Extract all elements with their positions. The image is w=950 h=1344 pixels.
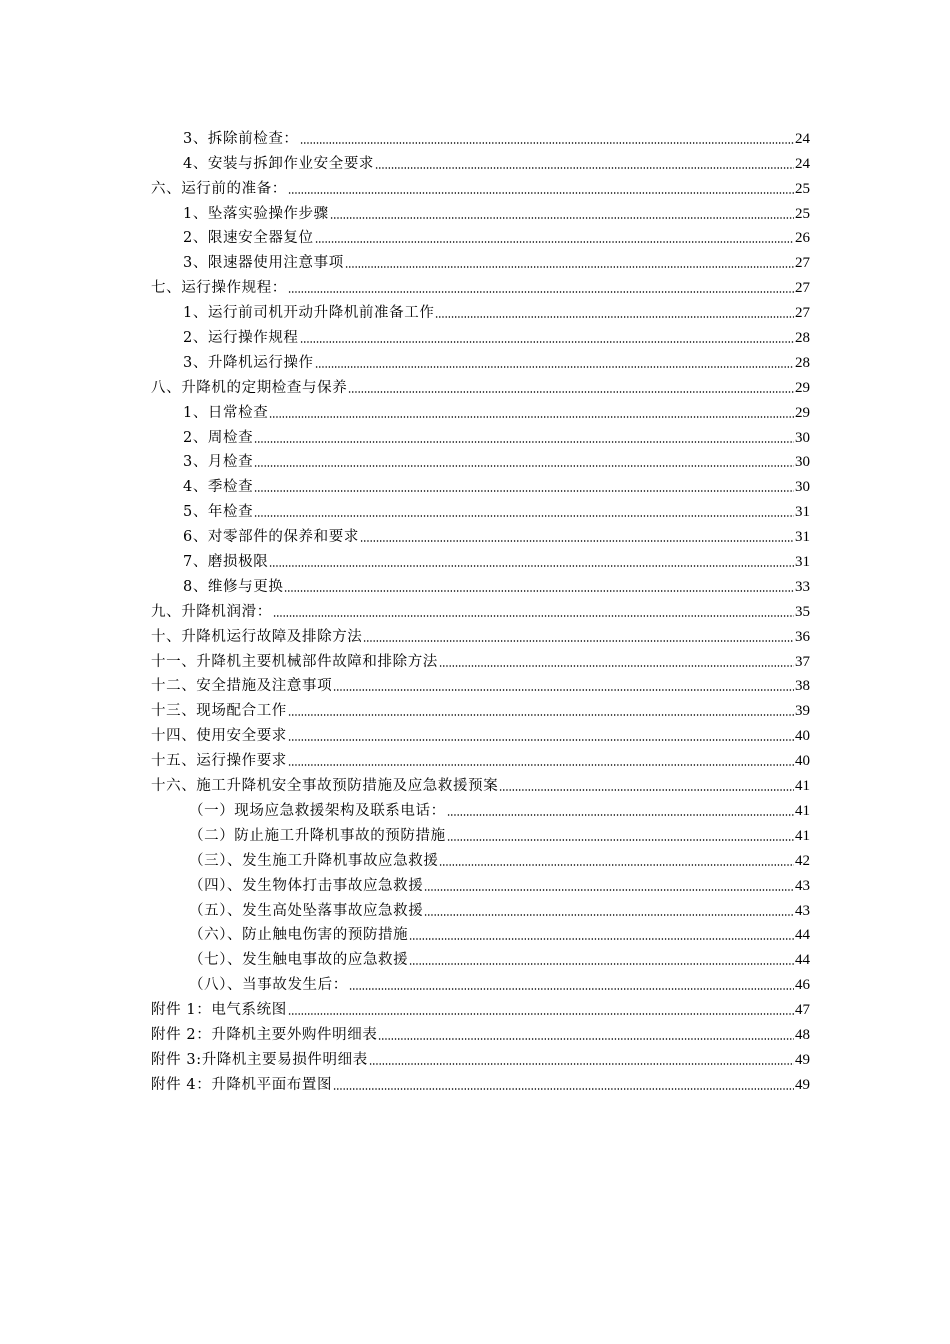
toc-entry-page-number: 46 [795,977,810,994]
toc-entry-title: 八、升降机的定期检查与保养 [151,379,348,396]
toc-entry[interactable] [151,472,810,497]
dot-leader [345,266,794,268]
toc-entry-page-number: 29 [795,379,810,396]
toc-entry-title: 附件 1：电气系统图 [151,1002,287,1019]
toc-entry-page-number: 30 [795,429,810,446]
toc-entry[interactable] [151,174,810,199]
toc-entry-page-number: 41 [795,827,810,844]
toc-entry-title: 3、升降机运行操作 [183,354,314,371]
toc-entry-title: 8、维修与更换 [183,578,284,595]
toc-entry-title: 4、季检查 [183,479,254,496]
toc-entry[interactable] [151,199,810,224]
toc-entry-page-number: 29 [795,404,810,421]
dot-leader [409,963,794,965]
toc-entry-title: （七）、发生触电事故的应急救援 [189,952,409,969]
dot-leader [348,391,794,393]
toc-entry-title: 6、对零部件的保养和要求 [183,529,359,546]
dot-leader [300,341,794,343]
toc-entry-title: 六、运行前的准备： [151,180,287,197]
toc-entry-title: 4、安装与拆卸作业安全要求 [183,155,375,172]
toc-entry-page-number: 41 [795,778,810,795]
toc-entry-page-number: 38 [795,678,810,695]
toc-entry-title: （八）、当事故发生后： [189,977,348,994]
toc-entry-title: 1、坠落实验操作步骤 [183,205,329,222]
toc-entry[interactable] [151,995,810,1020]
toc-entry[interactable] [151,796,810,821]
dot-leader [349,988,794,990]
toc-entry[interactable] [151,224,810,249]
toc-entry-page-number: 43 [795,902,810,919]
toc-entry[interactable] [151,547,810,572]
toc-entry-title: 附件 2：升降机主要外购件明细表 [151,1026,378,1043]
toc-entry-page-number: 44 [795,952,810,969]
toc-entry-page-number: 36 [795,628,810,645]
toc-entry-page-number: 27 [795,255,810,272]
toc-entry-page-number: 40 [795,728,810,745]
toc-entry[interactable] [151,622,810,647]
toc-entry-page-number: 27 [795,280,810,297]
dot-leader [447,814,794,816]
toc-entry[interactable] [151,871,810,896]
toc-entry-page-number: 47 [795,1002,810,1019]
toc-entry-page-number: 26 [795,230,810,247]
dot-leader [254,490,794,492]
toc-entry-title: 十一、升降机主要机械部件故障和排除方法 [151,653,438,670]
toc-entry[interactable] [151,497,810,522]
dot-leader [269,416,794,418]
toc-entry[interactable] [151,398,810,423]
dot-leader [409,938,794,940]
toc-entry-title: 1、运行前司机开动升降机前准备工作 [183,305,435,322]
toc-entry-page-number: 33 [795,578,810,595]
table-of-contents [151,124,810,1095]
toc-entry-page-number: 37 [795,653,810,670]
toc-entry[interactable] [151,149,810,174]
dot-leader [333,689,794,691]
toc-entry[interactable] [151,1020,810,1045]
toc-entry-page-number: 25 [795,180,810,197]
dot-leader [499,789,794,791]
toc-entry-title: 十六、施工升降机安全事故预防措施及应急救援预案 [151,778,499,795]
toc-entry-title: （三）、发生施工升降机事故应急救援 [189,852,439,869]
toc-entry-title: 十、升降机运行故障及排除方法 [151,628,363,645]
toc-entry-page-number: 31 [795,529,810,546]
toc-entry-page-number: 39 [795,703,810,720]
dot-leader [315,241,794,243]
toc-entry[interactable] [151,746,810,771]
toc-entry-page-number: 48 [795,1026,810,1043]
dot-leader [439,665,794,667]
toc-entry[interactable] [151,248,810,273]
dot-leader [363,640,794,642]
toc-entry-page-number: 28 [795,330,810,347]
toc-entry[interactable] [151,348,810,373]
toc-entry[interactable] [151,522,810,547]
toc-entry-page-number: 25 [795,205,810,222]
dot-leader [424,889,794,891]
toc-entry-page-number: 24 [795,130,810,147]
toc-entry-title: （一）现场应急救援架构及联系电话： [189,802,446,819]
toc-entry-title: 九、升降机润滑： [151,603,272,620]
dot-leader [273,615,794,617]
dot-leader [447,839,794,841]
toc-entry-title: 十四、使用安全要求 [151,728,287,745]
toc-entry-page-number: 28 [795,354,810,371]
dot-leader [435,316,794,318]
dot-leader [254,465,794,467]
toc-entry[interactable] [151,672,810,697]
toc-entry[interactable] [151,921,810,946]
toc-entry-page-number: 44 [795,927,810,944]
toc-entry[interactable] [151,373,810,398]
toc-entry[interactable] [151,696,810,721]
toc-entry[interactable] [151,647,810,672]
toc-entry-title: 附件 4：升降机平面布置图 [151,1076,333,1093]
dot-leader [369,1063,794,1065]
dot-leader [300,142,794,144]
toc-entry[interactable] [151,721,810,746]
dot-leader [315,366,794,368]
toc-entry-page-number: 30 [795,479,810,496]
dot-leader [330,217,794,219]
toc-entry-page-number: 31 [795,504,810,521]
toc-entry-title: （四）、发生物体打击事故应急救援 [189,877,424,894]
dot-leader [288,192,794,194]
toc-entry-page-number: 35 [795,603,810,620]
toc-entry[interactable] [151,846,810,871]
dot-leader [284,590,794,592]
toc-entry-title: 3、拆除前检查： [183,130,299,147]
toc-entry-title: 3、限速器使用注意事项 [183,255,344,272]
toc-entry-title: 2、限速安全器复位 [183,230,314,247]
toc-entry[interactable] [151,124,810,149]
toc-entry-title: 1、日常检查 [183,404,269,421]
toc-entry[interactable] [151,896,810,921]
toc-entry[interactable] [151,821,810,846]
toc-entry-page-number: 31 [795,554,810,571]
dot-leader [269,565,794,567]
toc-entry-page-number: 43 [795,877,810,894]
toc-entry-title: （五）、发生高处坠落事故应急救援 [189,902,424,919]
toc-entry[interactable] [151,572,810,597]
dot-leader [424,914,794,916]
toc-entry-title: 十三、现场配合工作 [151,703,287,720]
toc-entry-page-number: 40 [795,753,810,770]
dot-leader [333,1088,794,1090]
dot-leader [288,739,794,741]
toc-entry[interactable] [151,1070,810,1095]
toc-entry[interactable] [151,945,810,970]
toc-entry-title: （二）防止施工升降机事故的预防措施 [189,827,446,844]
toc-entry-title: 附件 3:升降机主要易损件明细表 [151,1051,368,1068]
dot-leader [360,540,794,542]
toc-entry[interactable] [151,1045,810,1070]
toc-entry-page-number: 42 [795,852,810,869]
toc-entry[interactable] [151,597,810,622]
dot-leader [288,714,794,716]
dot-leader [254,441,794,443]
toc-entry-page-number: 49 [795,1076,810,1093]
toc-entry-page-number: 41 [795,802,810,819]
dot-leader [378,1038,794,1040]
toc-entry-page-number: 30 [795,454,810,471]
toc-entry-page-number: 27 [795,305,810,322]
dot-leader [288,1013,794,1015]
toc-entry[interactable] [151,423,810,448]
toc-entry[interactable] [151,970,810,995]
toc-entry-title: 5、年检查 [183,504,254,521]
toc-entry[interactable] [151,273,810,298]
dot-leader [288,291,794,293]
toc-entry-title: 7、磨损极限 [183,554,269,571]
toc-entry-title: 2、运行操作规程 [183,330,299,347]
toc-entry[interactable] [151,771,810,796]
toc-entry-title: （六）、防止触电伤害的预防措施 [189,927,409,944]
dot-leader [288,764,794,766]
toc-entry[interactable] [151,323,810,348]
toc-entry[interactable] [151,448,810,473]
toc-entry-title: 十二、安全措施及注意事项 [151,678,333,695]
dot-leader [439,864,794,866]
toc-entry-title: 2、周检查 [183,429,254,446]
dot-leader [375,167,794,169]
dot-leader [254,515,794,517]
toc-entry-page-number: 24 [795,155,810,172]
toc-entry-title: 3、月检查 [183,454,254,471]
toc-entry-title: 十五、运行操作要求 [151,753,287,770]
toc-entry-title: 七、运行操作规程： [151,280,287,297]
toc-entry-page-number: 49 [795,1051,810,1068]
toc-entry[interactable] [151,298,810,323]
